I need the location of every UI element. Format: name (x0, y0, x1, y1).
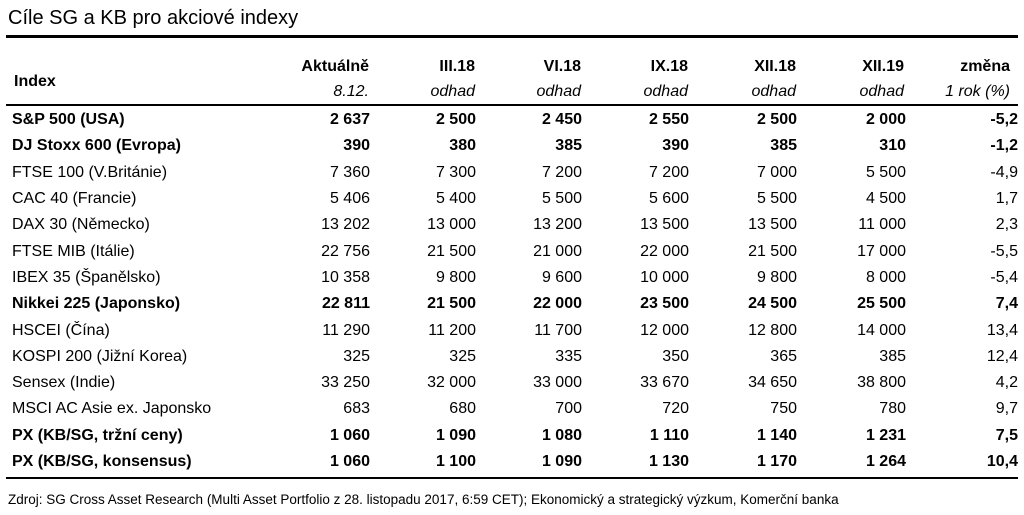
row-name: MSCI AC Asie ex. Japonsko (12, 400, 212, 418)
cell-value: 5 406 (329, 190, 370, 208)
cell-value: 13 500 (748, 216, 797, 234)
cell-value: 1 231 (865, 426, 906, 444)
cell-value: 21 500 (427, 242, 476, 260)
cell-value: 1 110 (649, 426, 689, 444)
cell-value: -5,2 (990, 111, 1018, 129)
cell-value: 5 400 (435, 190, 476, 208)
row-name: S&P 500 (USA) (12, 111, 125, 129)
cell-value: 2,3 (995, 216, 1018, 234)
cell-value: -1,2 (990, 137, 1018, 155)
cell-value: 9 600 (541, 268, 582, 286)
source-note: Zdroj: SG Cross Asset Research (Multi Asset Portfolio z 28. listopadu 2017, 6:59 CET); Ekonomický a strategický výzkum, Komerční banka (8, 492, 839, 507)
cell-value: 7 000 (756, 163, 797, 181)
row-name: Nikkei 225 (Japonsko) (12, 295, 181, 313)
header-col-4: XII.18 (754, 58, 796, 75)
row-name: HSCEI (Čína) (12, 321, 110, 339)
cell-value: 7,5 (995, 426, 1018, 444)
cell-value: 7 200 (648, 163, 689, 181)
cell-value: 9 800 (435, 268, 476, 286)
cell-value: 12,4 (986, 347, 1018, 365)
cell-value: 750 (770, 400, 797, 418)
cell-value: 7,4 (995, 295, 1018, 313)
cell-value: 1 100 (435, 453, 476, 470)
cell-value: 350 (662, 347, 689, 365)
header-index: Index (14, 73, 56, 90)
row-name: FTSE 100 (V.Británie) (12, 163, 168, 181)
cell-value: 5 500 (541, 190, 582, 208)
cell-value: 13 500 (640, 216, 689, 234)
row-name: CAC 40 (Francie) (12, 190, 137, 208)
cell-value: 335 (555, 347, 582, 365)
header-col-2: VI.18 (543, 58, 581, 75)
header-col-sub-2: odhad (536, 83, 581, 100)
row-name: PX (KB/SG, tržní ceny) (12, 426, 183, 444)
cell-value: 1 264 (865, 453, 906, 470)
cell-value: 21 000 (533, 242, 582, 260)
cell-value: 385 (555, 137, 582, 155)
table-row (6, 449, 1018, 475)
header-col-3: IX.18 (650, 58, 688, 75)
row-name: PX (KB/SG, konsensus) (12, 453, 192, 470)
data-table (6, 107, 1018, 475)
header-col-sub-3: odhad (643, 83, 688, 100)
cell-value: 385 (879, 347, 906, 365)
cell-value: 5 600 (648, 190, 689, 208)
cell-value: 33 250 (321, 374, 370, 392)
cell-value: 390 (343, 137, 370, 155)
cell-value: 13 000 (427, 216, 476, 234)
table-row (6, 370, 1018, 396)
table-row (6, 238, 1018, 264)
cell-value: 1,7 (995, 190, 1018, 208)
table-row (6, 160, 1018, 186)
cell-value: 1 080 (541, 426, 582, 444)
bottom-rule (6, 477, 1018, 479)
cell-value: 11 700 (534, 321, 582, 339)
cell-value: 38 800 (857, 374, 906, 392)
cell-value: 2 450 (541, 111, 582, 129)
cell-value: 34 650 (748, 374, 797, 392)
cell-value: 11 000 (858, 216, 906, 234)
cell-value: 683 (343, 400, 370, 418)
cell-value: 4,2 (995, 374, 1018, 392)
table-row (6, 107, 1018, 133)
row-name: Sensex (Indie) (12, 374, 116, 392)
row-name: DAX 30 (Německo) (12, 216, 150, 234)
header-col-sub-6: 1 rok (%) (945, 83, 1010, 100)
cell-value: 32 000 (427, 374, 476, 392)
cell-value: 9,7 (995, 400, 1018, 418)
cell-value: 365 (770, 347, 797, 365)
row-name: FTSE MIB (Itálie) (12, 242, 135, 260)
cell-value: 23 500 (640, 295, 689, 313)
table-row (6, 344, 1018, 370)
cell-value: 2 500 (435, 111, 476, 129)
header-col-0: Aktuálně (301, 58, 369, 75)
cell-value: 1 140 (756, 426, 797, 444)
cell-value: 17 000 (857, 242, 906, 260)
cell-value: 1 090 (435, 426, 476, 444)
table-row (6, 212, 1018, 238)
table-row (6, 291, 1018, 317)
cell-value: 390 (662, 137, 689, 155)
cell-value: 325 (343, 347, 370, 365)
cell-value: 10 000 (640, 268, 689, 286)
cell-value: 13 200 (533, 216, 582, 234)
header-col-1: III.18 (439, 58, 475, 75)
table-row (6, 396, 1018, 422)
table-row (6, 317, 1018, 343)
row-name: IBEX 35 (Španělsko) (12, 268, 161, 286)
cell-value: 2 500 (756, 111, 797, 129)
cell-value: 10 358 (321, 268, 370, 286)
cell-value: 22 756 (321, 242, 370, 260)
cell-value: 1 060 (329, 453, 370, 470)
cell-value: 7 200 (541, 163, 582, 181)
cell-value: 1 130 (648, 453, 689, 470)
cell-value: 21 500 (748, 242, 797, 260)
header-col-sub-4: odhad (751, 83, 796, 100)
cell-value: 380 (449, 137, 476, 155)
cell-value: 22 000 (533, 295, 582, 313)
table-row (6, 133, 1018, 159)
header-col-sub-1: odhad (430, 83, 475, 100)
cell-value: 14 000 (857, 321, 906, 339)
cell-value: -5,5 (990, 242, 1018, 260)
cell-value: 11 290 (322, 321, 370, 339)
row-name: KOSPI 200 (Jižní Korea) (12, 347, 188, 365)
cell-value: 1 090 (541, 453, 582, 470)
cell-value: 13 202 (321, 216, 370, 234)
header-col-sub-5: odhad (859, 83, 904, 100)
cell-value: 22 000 (640, 242, 689, 260)
cell-value: 24 500 (748, 295, 797, 313)
cell-value: 9 800 (756, 268, 797, 286)
cell-value: 780 (879, 400, 906, 418)
cell-value: 385 (770, 137, 797, 155)
cell-value: 720 (662, 400, 689, 418)
cell-value: 11 200 (428, 321, 476, 339)
cell-value: 25 500 (857, 295, 906, 313)
cell-value: 325 (449, 347, 476, 365)
cell-value: 33 670 (640, 374, 689, 392)
cell-value: 4 500 (865, 190, 906, 208)
header-col-6: změna (960, 58, 1010, 75)
cell-value: 5 500 (756, 190, 797, 208)
cell-value: 7 300 (435, 163, 476, 181)
cell-value: 2 637 (329, 111, 370, 129)
cell-value: 33 000 (533, 374, 582, 392)
table-row (6, 423, 1018, 449)
header-rule (6, 104, 1018, 106)
header-col-5: XII.19 (862, 58, 904, 75)
cell-value: 1 060 (329, 426, 370, 444)
row-name: DJ Stoxx 600 (Evropa) (12, 137, 181, 155)
cell-value: 12 000 (640, 321, 689, 339)
cell-value: 7 360 (329, 163, 370, 181)
cell-value: 22 811 (321, 295, 370, 313)
table-row (6, 265, 1018, 291)
cell-value: 10,4 (986, 453, 1018, 470)
cell-value: 21 500 (427, 295, 476, 313)
cell-value: -5,4 (990, 268, 1018, 286)
header-col-sub-0: 8.12. (333, 83, 369, 100)
top-rule (6, 35, 1018, 38)
cell-value: 5 500 (865, 163, 906, 181)
cell-value: 12 800 (748, 321, 797, 339)
cell-value: 680 (449, 400, 476, 418)
cell-value: -4,9 (990, 163, 1018, 181)
cell-value: 310 (879, 137, 906, 155)
cell-value: 13,4 (986, 321, 1018, 339)
cell-value: 1 170 (756, 453, 797, 470)
cell-value: 8 000 (865, 268, 906, 286)
table-title: Cíle SG a KB pro akciové indexy (8, 7, 299, 29)
cell-value: 700 (555, 400, 582, 418)
cell-value: 2 000 (865, 111, 906, 129)
cell-value: 2 550 (648, 111, 689, 129)
table-row (6, 186, 1018, 212)
